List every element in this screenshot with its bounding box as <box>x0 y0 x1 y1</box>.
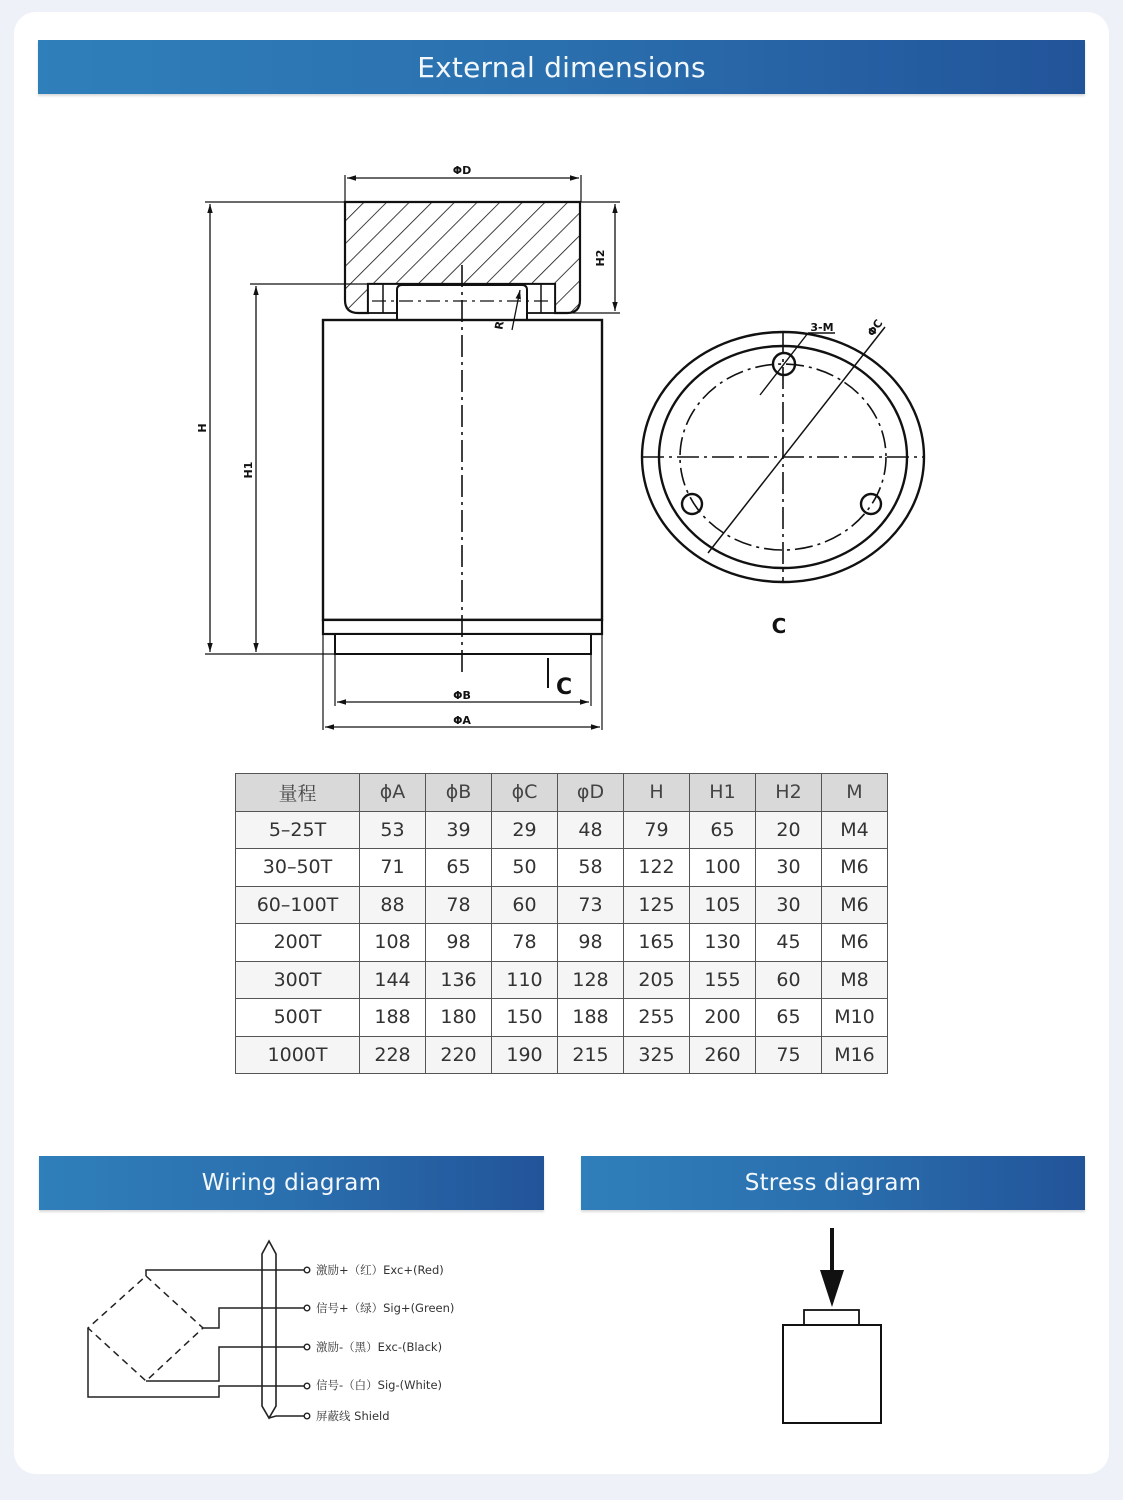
cell: 78 <box>492 924 558 962</box>
cell: 58 <box>558 849 624 887</box>
holes-label: 3-M <box>810 321 834 334</box>
table-row <box>236 886 888 924</box>
cell: 155 <box>690 961 756 999</box>
phi-c-label: ΦC <box>864 317 886 339</box>
cell: 190 <box>492 1036 558 1074</box>
cell: M6 <box>822 924 888 962</box>
header-phi-d: φD <box>558 774 624 812</box>
c-label: C <box>556 675 573 700</box>
h-label: H <box>196 423 209 433</box>
table-row <box>236 811 888 849</box>
header-phi-b: ϕB <box>426 774 492 812</box>
cell: 128 <box>558 961 624 999</box>
cell: 130 <box>690 924 756 962</box>
cell: 136 <box>426 961 492 999</box>
cell: 79 <box>624 811 690 849</box>
cell: 48 <box>558 811 624 849</box>
cell: 255 <box>624 999 690 1037</box>
header-phi-c: ϕC <box>492 774 558 812</box>
cell: 220 <box>426 1036 492 1074</box>
cell: 60–100T <box>236 886 360 924</box>
cell: 98 <box>426 924 492 962</box>
cell: 105 <box>690 886 756 924</box>
h1-label: H1 <box>242 461 255 479</box>
wiring-diagram-banner <box>39 1156 544 1210</box>
cell: 88 <box>360 886 426 924</box>
cell: 53 <box>360 811 426 849</box>
cell: 65 <box>756 999 822 1037</box>
external-dimensions-title: External dimensions <box>417 50 706 84</box>
wiring-diagram-title: Wiring diagram <box>201 1170 382 1196</box>
cell: 98 <box>558 924 624 962</box>
cell: 325 <box>624 1036 690 1074</box>
cell: 100 <box>690 849 756 887</box>
cell: M16 <box>822 1036 888 1074</box>
cell: 188 <box>558 999 624 1037</box>
cell: 20 <box>756 811 822 849</box>
cell: 110 <box>492 961 558 999</box>
cell: 75 <box>756 1036 822 1074</box>
stress-diagram-title: Stress diagram <box>744 1170 922 1196</box>
cell: 39 <box>426 811 492 849</box>
cell: 300T <box>236 961 360 999</box>
cell: 30 <box>756 886 822 924</box>
cell: 71 <box>360 849 426 887</box>
terminal-shield: 屏蔽线 Shield <box>316 1409 390 1423</box>
cell: M10 <box>822 999 888 1037</box>
cell: 150 <box>492 999 558 1037</box>
cell: 108 <box>360 924 426 962</box>
cell: M8 <box>822 961 888 999</box>
phi-d-label: ΦD <box>452 164 472 177</box>
cell: M6 <box>822 849 888 887</box>
cell: 30–50T <box>236 849 360 887</box>
cell: 144 <box>360 961 426 999</box>
table-row <box>236 961 888 999</box>
cell: 65 <box>690 811 756 849</box>
cell: 29 <box>492 811 558 849</box>
stress-diagram-banner <box>581 1156 1085 1210</box>
cell: 165 <box>624 924 690 962</box>
phi-b-label: ΦB <box>453 689 471 702</box>
cell: 200T <box>236 924 360 962</box>
terminal-exc-plus: 激励+（红）Exc+(Red) <box>316 1263 444 1277</box>
terminal-sig-minus: 信号-（白）Sig-(White) <box>316 1378 443 1392</box>
cell: 65 <box>426 849 492 887</box>
header-h1: H1 <box>690 774 756 812</box>
cell: 205 <box>624 961 690 999</box>
cell: 73 <box>558 886 624 924</box>
cell: 260 <box>690 1036 756 1074</box>
cell: 60 <box>492 886 558 924</box>
cell: 500T <box>236 999 360 1037</box>
cell: 122 <box>624 849 690 887</box>
table-row <box>236 1036 888 1074</box>
cell: 45 <box>756 924 822 962</box>
cell: 228 <box>360 1036 426 1074</box>
header-h2: H2 <box>756 774 822 812</box>
cell: 180 <box>426 999 492 1037</box>
header-h: H <box>624 774 690 812</box>
cell: 188 <box>360 999 426 1037</box>
cell: 200 <box>690 999 756 1037</box>
cell: 125 <box>624 886 690 924</box>
terminal-sig-plus: 信号+（绿）Sig+(Green) <box>316 1301 455 1315</box>
header-phi-a: ϕA <box>360 774 426 812</box>
table-header-row <box>236 774 888 812</box>
h2-label: H2 <box>594 249 607 267</box>
cell: M6 <box>822 886 888 924</box>
cell: 30 <box>756 849 822 887</box>
cell: M4 <box>822 811 888 849</box>
table-row <box>236 924 888 962</box>
table-row <box>236 849 888 887</box>
cell: 60 <box>756 961 822 999</box>
cell: 78 <box>426 886 492 924</box>
cell: 50 <box>492 849 558 887</box>
cell: 1000T <box>236 1036 360 1074</box>
cell: 215 <box>558 1036 624 1074</box>
view-c-label: C <box>771 614 787 638</box>
header-m: M <box>822 774 888 812</box>
table-row <box>236 999 888 1037</box>
phi-a-label: ΦA <box>453 714 471 727</box>
terminal-exc-minus: 激励-（黑）Exc-(Black) <box>316 1340 443 1354</box>
header-range: 量程 <box>236 774 360 812</box>
cell: 5–25T <box>236 811 360 849</box>
dimensions-table <box>235 773 888 1074</box>
r-label: R <box>492 320 507 331</box>
